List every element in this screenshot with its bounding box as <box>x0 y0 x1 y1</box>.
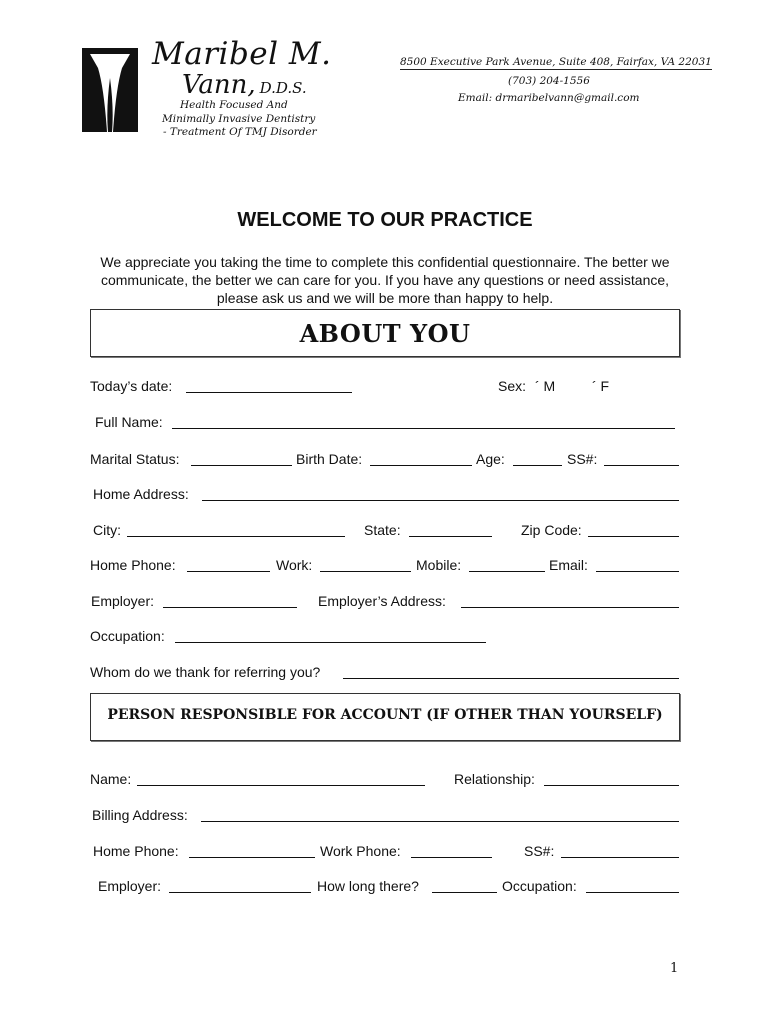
practice-name-line2 <box>182 70 307 100</box>
responsible-party-header <box>90 693 680 741</box>
todays-date-label: Today’s date: <box>90 378 173 394</box>
work-label: Work: <box>276 557 313 573</box>
relationship-field[interactable] <box>544 785 679 786</box>
todays-date-field[interactable] <box>186 392 352 393</box>
employers-address-field[interactable] <box>461 607 679 608</box>
resp-employer-field[interactable] <box>169 892 311 893</box>
practice-email: Email: drmaribelvann@gmail.com <box>458 92 640 104</box>
resp-name-field[interactable] <box>137 785 425 786</box>
intro-paragraph: We appreciate you taking the time to complete this confidential questionnaire. The better we communicate, the better we can care for you. If you have any questions or need assistance, please ask us and we will be more than happy to help. <box>100 254 670 306</box>
home-address-field[interactable] <box>202 500 679 501</box>
resp-ss-field[interactable] <box>561 857 679 858</box>
doctor-surname: Vann, <box>182 70 256 100</box>
resp-home-phone-label: Home Phone: <box>93 843 179 859</box>
full-name-label: Full Name: <box>95 414 163 430</box>
billing-address-label: Billing Address: <box>92 807 188 823</box>
employers-address-label: Employer’s Address: <box>318 593 446 609</box>
home-phone-label: Home Phone: <box>90 557 176 573</box>
resp-ss-label: SS#: <box>524 843 555 859</box>
state-label: State: <box>364 522 401 538</box>
how-long-label: How long there? <box>317 878 419 894</box>
email-field[interactable] <box>596 571 679 572</box>
city-label: City: <box>93 522 121 538</box>
employer-field[interactable] <box>163 607 297 608</box>
work-phone-field[interactable] <box>320 571 411 572</box>
billing-address-field[interactable] <box>201 821 679 822</box>
resp-employer-label: Employer: <box>98 878 162 894</box>
how-long-field[interactable] <box>432 892 497 893</box>
occupation-field[interactable] <box>175 642 486 643</box>
age-field[interactable] <box>513 465 562 466</box>
marital-status-field[interactable] <box>191 465 292 466</box>
sex-label: Sex: <box>498 378 527 394</box>
birth-date-label: Birth Date: <box>296 451 363 467</box>
sex-female-option[interactable]: ´ F <box>592 378 610 394</box>
ss-field[interactable] <box>604 465 679 466</box>
tagline-1: Health Focused And <box>180 99 288 111</box>
home-phone-field[interactable] <box>187 571 270 572</box>
responsible-party-title: PERSON RESPONSIBLE FOR ACCOUNT (IF OTHER THAN YOURSELF) <box>107 707 663 723</box>
page-title: WELCOME TO OUR PRACTICE <box>237 209 533 231</box>
zip-field[interactable] <box>588 536 679 537</box>
resp-name-label: Name: <box>90 771 132 787</box>
practice-phone: (703) 204-1556 <box>508 75 590 87</box>
mobile-label: Mobile: <box>416 557 462 573</box>
resp-occupation-label: Occupation: <box>502 878 577 894</box>
tagline-2: Minimally Invasive Dentistry <box>162 113 316 125</box>
home-address-label: Home Address: <box>93 486 189 502</box>
full-name-field[interactable] <box>172 428 675 429</box>
referral-field[interactable] <box>343 678 679 679</box>
practice-name-line1: Maribel M. <box>152 36 332 72</box>
mobile-field[interactable] <box>469 571 545 572</box>
referral-label: Whom do we thank for referring you? <box>90 664 321 680</box>
state-field[interactable] <box>409 536 492 537</box>
practice-logo <box>82 48 138 132</box>
about-you-header <box>90 309 680 357</box>
relationship-label: Relationship: <box>454 771 535 787</box>
practice-address: 8500 Executive Park Avenue, Suite 408, Fairfax, VA 22031 <box>400 56 712 68</box>
about-you-title: ABOUT YOU <box>299 319 471 348</box>
age-label: Age: <box>476 451 505 467</box>
resp-work-phone-label: Work Phone: <box>320 843 401 859</box>
resp-home-phone-field[interactable] <box>189 857 315 858</box>
resp-occupation-field[interactable] <box>586 892 679 893</box>
credentials: D.D.S. <box>259 79 307 97</box>
zip-label: Zip Code: <box>521 522 582 538</box>
ss-label: SS#: <box>567 451 598 467</box>
resp-work-phone-field[interactable] <box>411 857 492 858</box>
tagline-3: - Treatment Of TMJ Disorder <box>163 126 317 138</box>
occupation-label: Occupation: <box>90 628 165 644</box>
marital-status-label: Marital Status: <box>90 451 180 467</box>
employer-label: Employer: <box>91 593 155 609</box>
email-label: Email: <box>549 557 588 573</box>
sex-male-option[interactable]: ´ M <box>535 378 556 394</box>
city-field[interactable] <box>127 536 345 537</box>
page-number: 1 <box>670 961 679 976</box>
birth-date-field[interactable] <box>370 465 472 466</box>
